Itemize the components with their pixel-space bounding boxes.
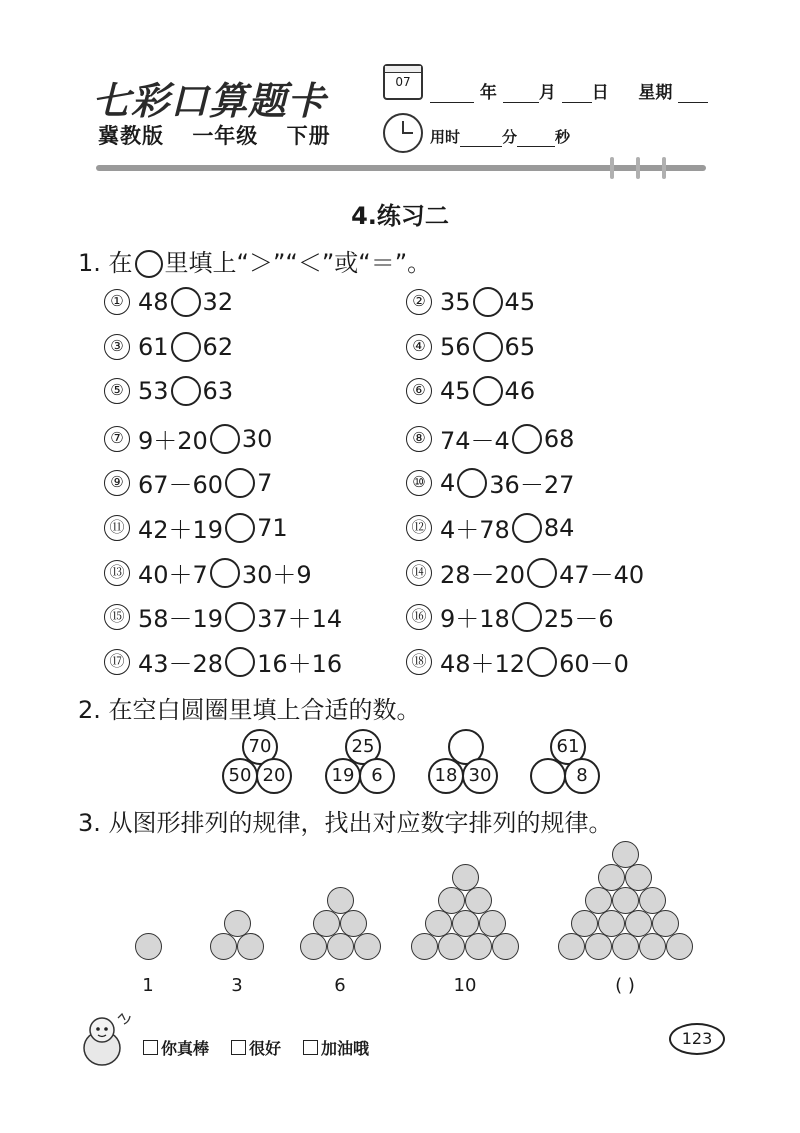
- comparison-item: [104, 599, 342, 634]
- left-expression: 4: [440, 468, 456, 497]
- date-line: [430, 78, 708, 103]
- right-expression: 16＋16: [257, 650, 343, 678]
- item-number: ⑨: [104, 470, 130, 496]
- pattern-count-label: 3: [231, 975, 243, 996]
- answer-circle[interactable]: [171, 287, 201, 317]
- left-expression: 4＋78: [440, 516, 510, 544]
- answer-circle[interactable]: [512, 424, 542, 454]
- pattern-circle: [438, 887, 465, 914]
- checkbox[interactable]: [231, 1040, 246, 1055]
- pattern-circle: [492, 933, 519, 960]
- right-expression: 30＋9: [241, 561, 312, 589]
- left-expression: 48: [138, 288, 169, 316]
- comparison-item: [406, 332, 535, 362]
- question-number: 2.: [78, 696, 101, 724]
- item-number: ⑰: [104, 649, 130, 675]
- pattern-circle: [652, 910, 679, 937]
- bond-left-circle[interactable]: [530, 758, 566, 794]
- rating-option-keep-going[interactable]: 加油哦: [303, 1036, 369, 1059]
- item-number: ⑮: [104, 604, 130, 630]
- item-number: ④: [406, 334, 432, 360]
- pattern-circle: [612, 887, 639, 914]
- item-number: ②: [406, 289, 432, 315]
- pattern-circle: [639, 887, 666, 914]
- pattern-circle: [354, 933, 381, 960]
- answer-circle[interactable]: [171, 332, 201, 362]
- left-expression: 9＋18: [440, 605, 510, 633]
- rating-option-great[interactable]: 你真棒: [143, 1036, 209, 1059]
- right-expression: 45: [504, 288, 536, 316]
- prompt-text: 从图形排列的规律，找出对应数字排列的规律。: [108, 809, 613, 837]
- left-expression: 42＋19: [138, 516, 224, 544]
- item-number: ①: [104, 289, 130, 315]
- weekday-label: 星期: [638, 83, 673, 103]
- left-expression: 28－20: [440, 561, 526, 589]
- pattern-circle: [571, 910, 598, 937]
- pattern-circle: [479, 910, 506, 937]
- prompt-text: 里填上“＞”“＜”或“＝”。: [164, 249, 432, 277]
- pattern-circle: [210, 933, 237, 960]
- pattern-circle: [300, 933, 327, 960]
- bond-top-circle: 61: [550, 729, 586, 765]
- pattern-circle: [666, 933, 693, 960]
- pattern-circle: [340, 910, 367, 937]
- pattern-circle: [612, 933, 639, 960]
- answer-circle[interactable]: [225, 647, 255, 677]
- item-number: ⑭: [406, 560, 432, 586]
- answer-circle[interactable]: [457, 468, 487, 498]
- pattern-circle: [438, 933, 465, 960]
- comparison-item: [406, 644, 629, 679]
- comparison-item: [104, 510, 288, 545]
- pattern-circle: [411, 933, 438, 960]
- left-expression: 40＋7: [138, 561, 208, 589]
- self-evaluation: [143, 1036, 369, 1059]
- prompt-text: 在: [108, 249, 133, 277]
- comparison-item: [104, 465, 272, 500]
- calendar-day: 07: [395, 75, 411, 89]
- right-expression: 32: [202, 288, 234, 316]
- answer-circle[interactable]: [473, 287, 503, 317]
- answer-circle[interactable]: [210, 558, 240, 588]
- answer-circle[interactable]: [512, 513, 542, 543]
- lesson-title: 4.练习二: [351, 202, 449, 230]
- right-expression: 47－40: [559, 561, 645, 589]
- right-expression: 30: [241, 424, 273, 453]
- comparison-item: [406, 287, 535, 317]
- second-label: 秒: [555, 128, 571, 146]
- comparison-item: [406, 555, 644, 590]
- pattern-circle: [313, 910, 340, 937]
- edition-info: [98, 120, 351, 150]
- pattern-circle: [224, 910, 251, 937]
- left-expression: 48＋12: [440, 650, 526, 678]
- pattern-circle: [585, 887, 612, 914]
- left-expression: 74－4: [440, 427, 510, 455]
- bond-right-circle: 8: [564, 758, 600, 794]
- time-line: [430, 126, 570, 147]
- bond-right-circle: 30: [462, 758, 498, 794]
- right-expression: 36－27: [489, 471, 575, 499]
- pattern-circle: [327, 887, 354, 914]
- bond-top-circle: 70: [242, 729, 278, 765]
- item-number: ⑥: [406, 378, 432, 404]
- edition-grade: 一年级: [192, 124, 259, 148]
- comparison-item: [406, 599, 614, 634]
- right-expression: 60－0: [559, 650, 629, 678]
- checkbox[interactable]: [303, 1040, 318, 1055]
- item-number: ⑯: [406, 604, 432, 630]
- checkbox[interactable]: [143, 1040, 158, 1055]
- bond-top-circle: 25: [345, 729, 381, 765]
- item-number: ⑪: [104, 515, 130, 541]
- divider-tick: [662, 157, 666, 179]
- right-expression: 46: [504, 377, 536, 405]
- item-number: ⑱: [406, 649, 432, 675]
- divider-tick: [610, 157, 614, 179]
- pattern-circle: [452, 910, 479, 937]
- comparison-item: [104, 644, 342, 679]
- question-1-prompt: [78, 243, 431, 278]
- prompt-text: 在空白圆圈里填上合适的数。: [108, 696, 421, 724]
- pattern-circle: [425, 910, 452, 937]
- pattern-circle: [625, 864, 652, 891]
- pattern-count-label: 10: [453, 975, 477, 996]
- comparison-item: [406, 510, 574, 545]
- month-label: 月: [538, 83, 556, 103]
- right-expression: 37＋14: [257, 605, 343, 633]
- pattern-circle: [135, 933, 162, 960]
- item-number: ③: [104, 334, 130, 360]
- left-expression: 53: [138, 377, 169, 405]
- answer-circle[interactable]: [225, 468, 255, 498]
- left-expression: 35: [440, 288, 471, 316]
- left-expression: 9＋20: [138, 427, 208, 455]
- answer-circle[interactable]: [527, 647, 557, 677]
- item-number: ⑤: [104, 378, 130, 404]
- item-number: ⑩: [406, 470, 432, 496]
- pattern-circle: [639, 933, 666, 960]
- answer-circle[interactable]: [512, 602, 542, 632]
- bond-left-circle: 50: [222, 758, 258, 794]
- page-number: 123: [669, 1023, 725, 1055]
- header-divider: [96, 165, 706, 171]
- pattern-circle: [237, 933, 264, 960]
- rating-option-good[interactable]: 很好: [231, 1036, 281, 1059]
- item-number: ⑬: [104, 560, 130, 586]
- mascot-illustration: [72, 1010, 136, 1072]
- bond-left-circle: 19: [325, 758, 361, 794]
- question-number: 3.: [78, 809, 101, 837]
- divider-tick: [636, 157, 640, 179]
- pattern-circle: [585, 933, 612, 960]
- question-number: 1.: [78, 249, 101, 277]
- edition-volume: 下册: [286, 124, 331, 148]
- day-label: 日: [591, 83, 609, 103]
- time-used-label: 用时: [430, 128, 461, 146]
- pattern-count-label: 1: [142, 975, 154, 996]
- right-expression: 63: [202, 377, 234, 405]
- minute-label: 分: [502, 128, 518, 146]
- comparison-item: [104, 376, 233, 406]
- comparison-item: [406, 465, 574, 500]
- edition-publisher: 冀教版: [98, 124, 164, 148]
- answer-circle[interactable]: [225, 513, 255, 543]
- pattern-circle: [598, 910, 625, 937]
- right-expression: 65: [504, 333, 536, 361]
- right-expression: 68: [543, 424, 575, 453]
- question-3-prompt: [78, 803, 613, 838]
- comparison-item: [406, 376, 535, 406]
- comparison-item: [104, 555, 312, 590]
- circle-symbol: [135, 250, 163, 278]
- item-number: ⑫: [406, 515, 432, 541]
- clock-icon: [383, 113, 423, 153]
- pattern-circle: [465, 887, 492, 914]
- item-number: ⑦: [104, 426, 130, 452]
- pattern-circle: [612, 841, 639, 868]
- left-expression: 45: [440, 377, 471, 405]
- pattern-circle: [598, 864, 625, 891]
- comparison-item: [104, 332, 233, 362]
- answer-circle[interactable]: [171, 376, 201, 406]
- pattern-count-label[interactable]: ( ): [615, 975, 635, 996]
- year-label: 年: [479, 83, 497, 103]
- right-expression: 62: [202, 333, 234, 361]
- bond-right-circle: 6: [359, 758, 395, 794]
- left-expression: 61: [138, 333, 169, 361]
- answer-circle[interactable]: [473, 376, 503, 406]
- left-expression: 58－19: [138, 605, 224, 633]
- right-expression: 7: [257, 468, 273, 497]
- pattern-circle: [452, 864, 479, 891]
- right-expression: 25－6: [543, 605, 614, 633]
- pattern-count-label: 6: [334, 975, 346, 996]
- left-expression: 56: [440, 333, 471, 361]
- right-expression: 84: [543, 513, 575, 542]
- pattern-circle: [465, 933, 492, 960]
- comparison-item: [104, 287, 233, 317]
- pattern-circle: [327, 933, 354, 960]
- question-2-prompt: [78, 690, 421, 725]
- item-number: ⑧: [406, 426, 432, 452]
- pattern-circle: [558, 933, 585, 960]
- answer-circle[interactable]: [527, 558, 557, 588]
- right-expression: 71: [257, 513, 288, 542]
- bond-left-circle: 18: [428, 758, 464, 794]
- answer-circle[interactable]: [225, 602, 255, 632]
- left-expression: 67－60: [138, 471, 224, 499]
- calendar-icon: [383, 64, 423, 100]
- bond-right-circle: 20: [256, 758, 292, 794]
- answer-circle[interactable]: [210, 424, 240, 454]
- left-expression: 43－28: [138, 650, 224, 678]
- comparison-item: [406, 421, 574, 456]
- brand-title: 七彩口算题卡: [92, 78, 327, 123]
- comparison-item: [104, 421, 272, 456]
- pattern-circle: [625, 910, 652, 937]
- answer-circle[interactable]: [473, 332, 503, 362]
